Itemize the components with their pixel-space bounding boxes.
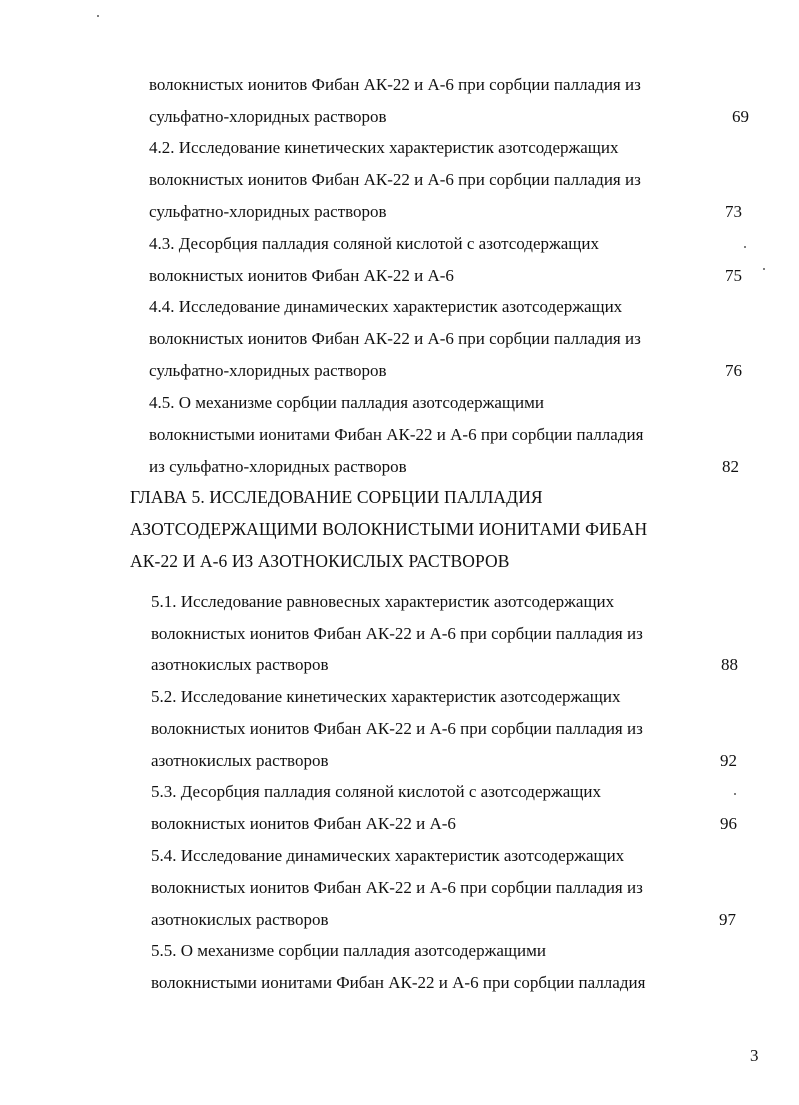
page-number: 3: [750, 1046, 759, 1065]
toc-entry-4-3: 4.3. Десорбция палладия соляной кислотой с азотсодержащих: [149, 234, 599, 253]
toc-page-number: 73: [725, 202, 742, 221]
scan-speck: [97, 15, 99, 17]
toc-entry-5-3: 5.3. Десорбция палладия соляной кислотой с азотсодержащих: [151, 782, 601, 801]
toc-entry-5-5: 5.5. О механизме сорбции палладия азотсодержащими: [151, 941, 546, 960]
toc-page-number: 75: [725, 266, 742, 285]
toc-line: волокнистых ионитов Фибан АК-22 и А-6 при сорбции палладия из: [151, 878, 643, 897]
toc-page-number: 76: [725, 361, 742, 380]
toc-page-number: 97: [719, 910, 736, 929]
toc-line: волокнистыми ионитами Фибан АК-22 и А-6 при сорбции палладия: [149, 425, 644, 444]
toc-line: из сульфатно-хлоридных растворов: [149, 457, 407, 476]
toc-line: азотнокислых растворов: [151, 751, 329, 770]
toc-line: волокнистых ионитов Фибан АК-22 и А-6 при сорбции палладия из: [149, 329, 641, 348]
toc-line: волокнистыми ионитами Фибан АК-22 и А-6 при сорбции палладия: [151, 973, 646, 992]
toc-line: сульфатно-хлоридных растворов: [149, 361, 387, 380]
toc-entry-4-5: 4.5. О механизме сорбции палладия азотсодержащими: [149, 393, 544, 412]
scan-speck: [734, 793, 736, 795]
toc-page-number: 96: [720, 814, 737, 833]
toc-line: азотнокислых растворов: [151, 910, 329, 929]
toc-line: волокнистых ионитов Фибан АК-22 и А-6 при сорбции палладия из: [149, 75, 641, 94]
toc-line: волокнистых ионитов Фибан АК-22 и А-6 при сорбции палладия из: [151, 624, 643, 643]
toc-line: азотнокислых растворов: [151, 655, 329, 674]
scan-speck: [744, 246, 746, 248]
chapter-heading: АК-22 И А-6 ИЗ АЗОТНОКИСЛЫХ РАСТВОРОВ: [130, 551, 510, 571]
chapter-heading: ГЛАВА 5. ИССЛЕДОВАНИЕ СОРБЦИИ ПАЛЛАДИЯ: [130, 487, 543, 507]
toc-line: волокнистых ионитов Фибан АК-22 и А-6: [151, 814, 456, 833]
toc-page-number: 69: [732, 107, 749, 126]
toc-entry-5-4: 5.4. Исследование динамических характеристик азотсодержащих: [151, 846, 625, 865]
toc-entry-5-1: 5.1. Исследование равновесных характеристик азотсодержащих: [151, 592, 615, 611]
toc-line: волокнистых ионитов Фибан АК-22 и А-6 при сорбции палладия из: [149, 170, 641, 189]
toc-line: волокнистых ионитов Фибан АК-22 и А-6 при сорбции палладия из: [151, 719, 643, 738]
toc-page-number: 92: [720, 751, 737, 770]
chapter-heading: АЗОТСОДЕРЖАЩИМИ ВОЛОКНИСТЫМИ ИОНИТАМИ ФИБАН: [130, 519, 648, 539]
toc-entry-5-2: 5.2. Исследование кинетических характеристик азотсодержащих: [151, 687, 621, 706]
toc-entry-4-4: 4.4. Исследование динамических характеристик азотсодержащих: [149, 297, 623, 316]
toc-entry-4-2: 4.2. Исследование кинетических характеристик азотсодержащих: [149, 138, 619, 157]
toc-page-number: 82: [722, 457, 739, 476]
toc-line: волокнистых ионитов Фибан АК-22 и А-6: [149, 266, 454, 285]
scan-speck: [763, 268, 765, 270]
toc-line: сульфатно-хлоридных растворов: [149, 202, 387, 221]
toc-page-number: 88: [721, 655, 738, 674]
toc-line: сульфатно-хлоридных растворов: [149, 107, 387, 126]
